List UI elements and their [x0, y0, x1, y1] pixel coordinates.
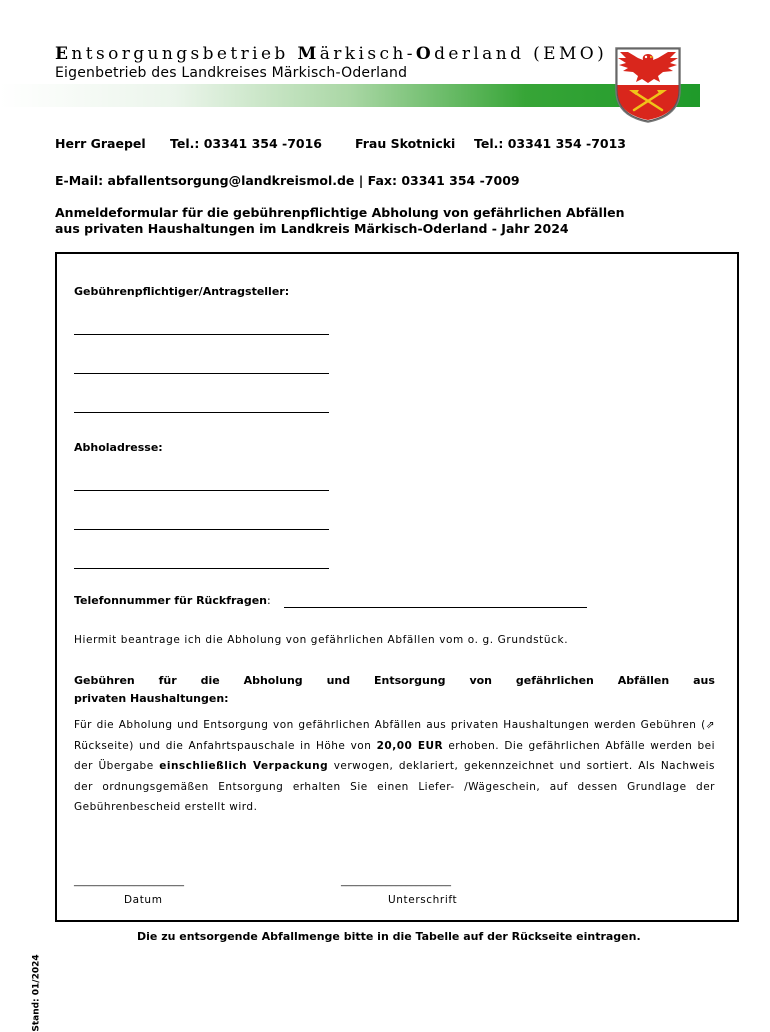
fees-amount: 20,00 EUR	[376, 739, 444, 752]
date-label: Datum	[124, 894, 163, 906]
form-box	[55, 252, 739, 922]
title-text: ärkisch-	[319, 44, 416, 64]
fees-heading-word: die	[200, 674, 220, 687]
fees-heading-line-2: privaten Haushaltungen:	[74, 692, 229, 705]
fees-heading-word: Abfällen	[617, 674, 670, 687]
pickup-address-line-1[interactable]	[74, 490, 329, 491]
email-fax-line: E-Mail: abfallentsorgung@landkreismol.de | Fax: 03341 354 -7009	[55, 173, 520, 188]
fees-heading-word: von	[469, 674, 492, 687]
title-text: ntsorgungsbetrieb	[71, 44, 298, 64]
contact-phone-1: Tel.: 03341 354 -7016	[170, 136, 322, 151]
title-text: derland (EMO)	[434, 44, 608, 64]
organization-title	[55, 44, 607, 64]
contact-phone-2: Tel.: 03341 354 -7013	[474, 136, 626, 151]
title-initial: O	[415, 44, 435, 64]
header-gradient-bar	[0, 84, 700, 107]
coat-of-arms-icon	[614, 46, 682, 124]
fees-heading-word: aus	[693, 674, 715, 687]
footer-note: Die zu entsorgende Abfallmenge bitte in die Tabelle auf der Rückseite eintragen.	[137, 930, 641, 943]
pickup-address-line-3[interactable]	[74, 568, 329, 569]
fees-paragraph	[74, 715, 715, 818]
fees-heading-word: und	[326, 674, 351, 687]
fees-text: verwogen, deklariert, gekennzeichnet und sortiert. Als Nachweis der ordnungsgemäßen Entsorgung erhalten Sie einen Liefer- /Wägeschein, auf dessen Grundlage der Gebührenbescheid erstellt wird.	[74, 760, 715, 813]
request-statement: Hiermit beantrage ich die Abholung von gefährlichen Abfällen vom o. g. Grundstück.	[74, 634, 569, 646]
applicant-field-line-2[interactable]	[74, 373, 329, 374]
arrow-icon: ⇗	[705, 719, 715, 731]
date-field-line[interactable]: ______________________	[74, 876, 184, 887]
signature-label: Unterschrift	[388, 894, 458, 906]
title-initial: M	[297, 44, 320, 64]
fees-heading-word: für	[158, 674, 177, 687]
applicant-label: Gebührenpflichtiger/Antragsteller:	[74, 285, 290, 298]
fees-emphasis: einschließlich Verpackung	[159, 760, 329, 772]
fees-text: erhoben. Die gefährlichen Abfälle werden bei der Übergabe	[74, 739, 716, 772]
phone-label	[74, 594, 271, 607]
phone-label-colon: :	[267, 594, 271, 607]
form-heading	[55, 205, 625, 237]
form-heading-line: aus privaten Haushaltungen im Landkreis Märkisch-Oderland - Jahr 2024	[55, 221, 569, 236]
fees-heading-line-1	[74, 674, 715, 687]
phone-label-text: Telefonnummer für Rückfragen	[74, 594, 268, 607]
fees-text: Rückseite) und die Anfahrtspauschale in Höhe von	[74, 739, 377, 752]
pickup-address-label: Abholadresse:	[74, 441, 163, 454]
phone-field-line[interactable]	[284, 607, 587, 608]
pickup-address-line-2[interactable]	[74, 529, 329, 530]
version-stamp: Stand: 01/2024	[31, 954, 42, 1032]
fees-heading-word: gefährlichen	[515, 674, 594, 687]
title-initial: E	[55, 44, 72, 64]
contact-person-2: Frau Skotnicki	[355, 136, 456, 151]
fees-heading-word: Entsorgung	[374, 674, 446, 687]
form-heading-line: Anmeldeformular für die gebührenpflichtige Abholung von gefährlichen Abfällen	[55, 205, 625, 220]
fees-heading-word: Gebühren	[74, 674, 135, 687]
applicant-field-line-1[interactable]	[74, 334, 329, 335]
organization-subtitle: Eigenbetrieb des Landkreises Märkisch-Oderland	[55, 65, 408, 81]
applicant-field-line-3[interactable]	[74, 412, 329, 413]
fees-heading-word: Abholung	[243, 674, 303, 687]
signature-field-line[interactable]: ______________________	[341, 876, 451, 887]
contact-person-1: Herr Graepel	[55, 136, 146, 151]
fees-text: Für die Abholung und Entsorgung von gefährlichen Abfällen aus privaten Haushaltungen werden Gebühren (	[74, 719, 706, 731]
